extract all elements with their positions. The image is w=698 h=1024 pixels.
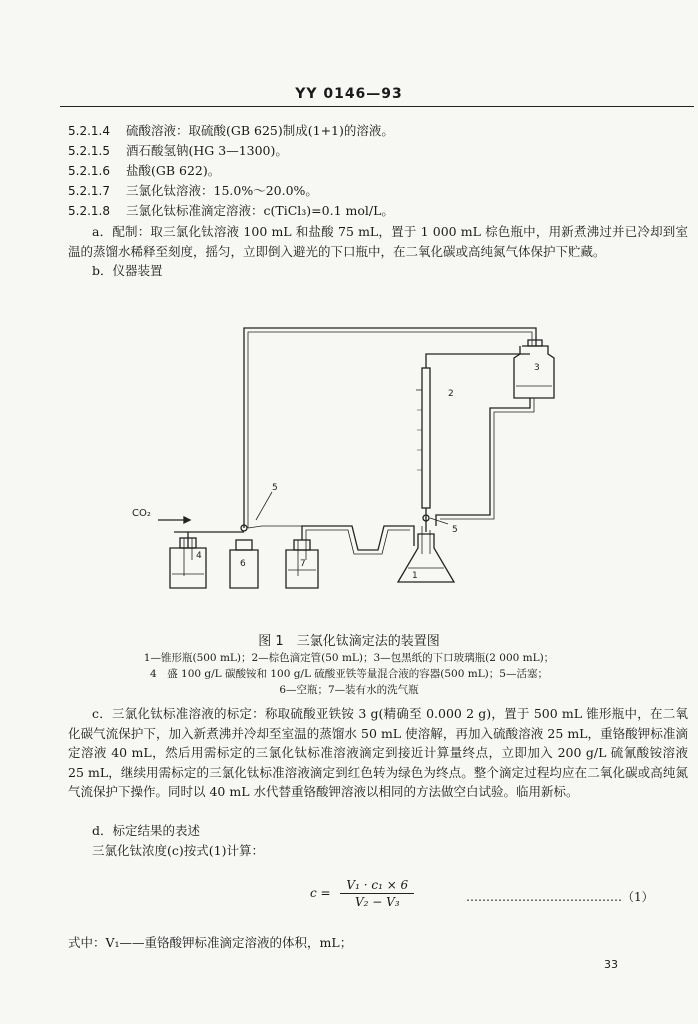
figure-title: 图 1 三氯化钛滴定法的装置图 <box>258 634 440 649</box>
item-text: 硫酸溶液：取硫酸(GB 625)制成(1+1)的溶液。 <box>126 123 394 138</box>
label-1: 1 <box>412 571 418 581</box>
item-number: 5.2.1.7 <box>68 184 110 198</box>
variable-definition: 式中：V₁——重铬酸钾标准滴定溶液的体积，mL； <box>68 935 353 950</box>
item-number: 5.2.1.5 <box>68 144 110 158</box>
item-number: 5.2.1.6 <box>68 164 110 178</box>
paragraph-b-heading: b．仪器装置 <box>92 263 163 278</box>
item-5-2-1-6 <box>68 162 220 180</box>
paragraph-d-heading: d．标定结果的表述 <box>92 823 201 838</box>
page-number: 33 <box>604 958 618 971</box>
label-5-left: 5 <box>272 483 278 493</box>
label-6: 6 <box>240 559 246 569</box>
u-tube <box>302 526 414 550</box>
apparatus-diagram <box>118 320 578 620</box>
item-number: 5.2.1.8 <box>68 204 110 218</box>
label-4: 4 <box>196 551 202 561</box>
formula-numerator: V₁ · c₁ × 6 <box>340 878 414 894</box>
standard-code-header: YY 0146—93 <box>295 86 403 102</box>
delivery-tube <box>436 398 530 526</box>
figure-legend-line-3: 6—空瓶；7—装有水的洗气瓶 <box>279 684 419 696</box>
label-co2: CO₂ <box>132 508 151 519</box>
figure-legend-line-2: 4 盛 100 g/L 碳酸铵和 100 g/L 硫酸亚铁等量混合液的容器(500 mL)；5—活塞； <box>150 668 548 680</box>
calculation-intro: 三氯化钛浓度(c)按式(1)计算： <box>92 843 264 858</box>
label-5-right: 5 <box>452 525 458 535</box>
item-text: 三氯化钛标准滴定溶液：c(TiCl₃)=0.1 mol/L。 <box>126 203 394 218</box>
paragraph-a-preparation: a．配制：取三氯化钛溶液 100 mL 和盐酸 75 mL，置于 1 000 mL 棕色瓶中，用新煮沸过并已冷却到室温的蒸馏水稀释至刻度，摇匀，立即倒入避光的下口瓶中，在二氧化碳或高纯氮气体保护下贮藏。 <box>68 224 688 259</box>
label-7: 7 <box>300 559 306 569</box>
paragraph-c-standardization: c．三氯化钛标准溶液的标定：称取硫酸亚铁铵 3 g(精确至 0.000 2 g)，置于 500 mL 锥形瓶中，在二氧化碳气流保护下，加入新煮沸并冷却至室温的蒸馏水 50 mL 使溶解，再加入硫酸溶液 25 mL，重铬酸钾标准滴定溶液 40 mL，然后用需标定的三氯化钛标准溶液滴定到接近计算量终点，立即加入 200 g/L 硫氰酸铵溶液 25 mL，继续用需标定的三氯化钛标准溶液滴定到红色转为绿色为终点。整个滴定过程均应在二氧化碳或高纯氮气流保护下操作。同时以 40 mL 水代替重铬酸钾溶液以相同的方法做空白试验。临用新标。 <box>68 706 688 799</box>
item-number: 5.2.1.4 <box>68 124 110 138</box>
equation-number: …………………………………（1） <box>466 890 654 904</box>
header-rule <box>60 106 694 107</box>
item-5-2-1-7 <box>68 182 318 200</box>
bottle-6 <box>230 550 258 588</box>
item-5-2-1-4 <box>68 122 394 140</box>
bottle-7 <box>286 550 318 588</box>
formula-fraction <box>340 878 414 909</box>
label-3: 3 <box>534 363 540 373</box>
burette <box>422 368 430 508</box>
item-text: 盐酸(GB 622)。 <box>126 163 221 178</box>
formula-lhs: c = <box>310 886 331 900</box>
label-2: 2 <box>448 389 454 399</box>
item-5-2-1-5 <box>68 142 288 160</box>
item-5-2-1-8 <box>68 202 394 220</box>
formula-denominator: V₂ − V₃ <box>354 895 400 909</box>
item-text: 酒石酸氢钠(HG 3—1300)。 <box>126 143 288 158</box>
conical-flask <box>398 534 454 582</box>
figure-legend-line-1: 1—锥形瓶(500 mL)；2—棕色滴定管(50 mL)；3—包黑纸的下口玻璃瓶(2 000 mL)； <box>143 652 555 664</box>
top-gas-tube <box>244 328 536 528</box>
item-text: 三氯化钛溶液：15.0%～20.0%。 <box>126 183 318 198</box>
formula-1 <box>310 878 414 909</box>
